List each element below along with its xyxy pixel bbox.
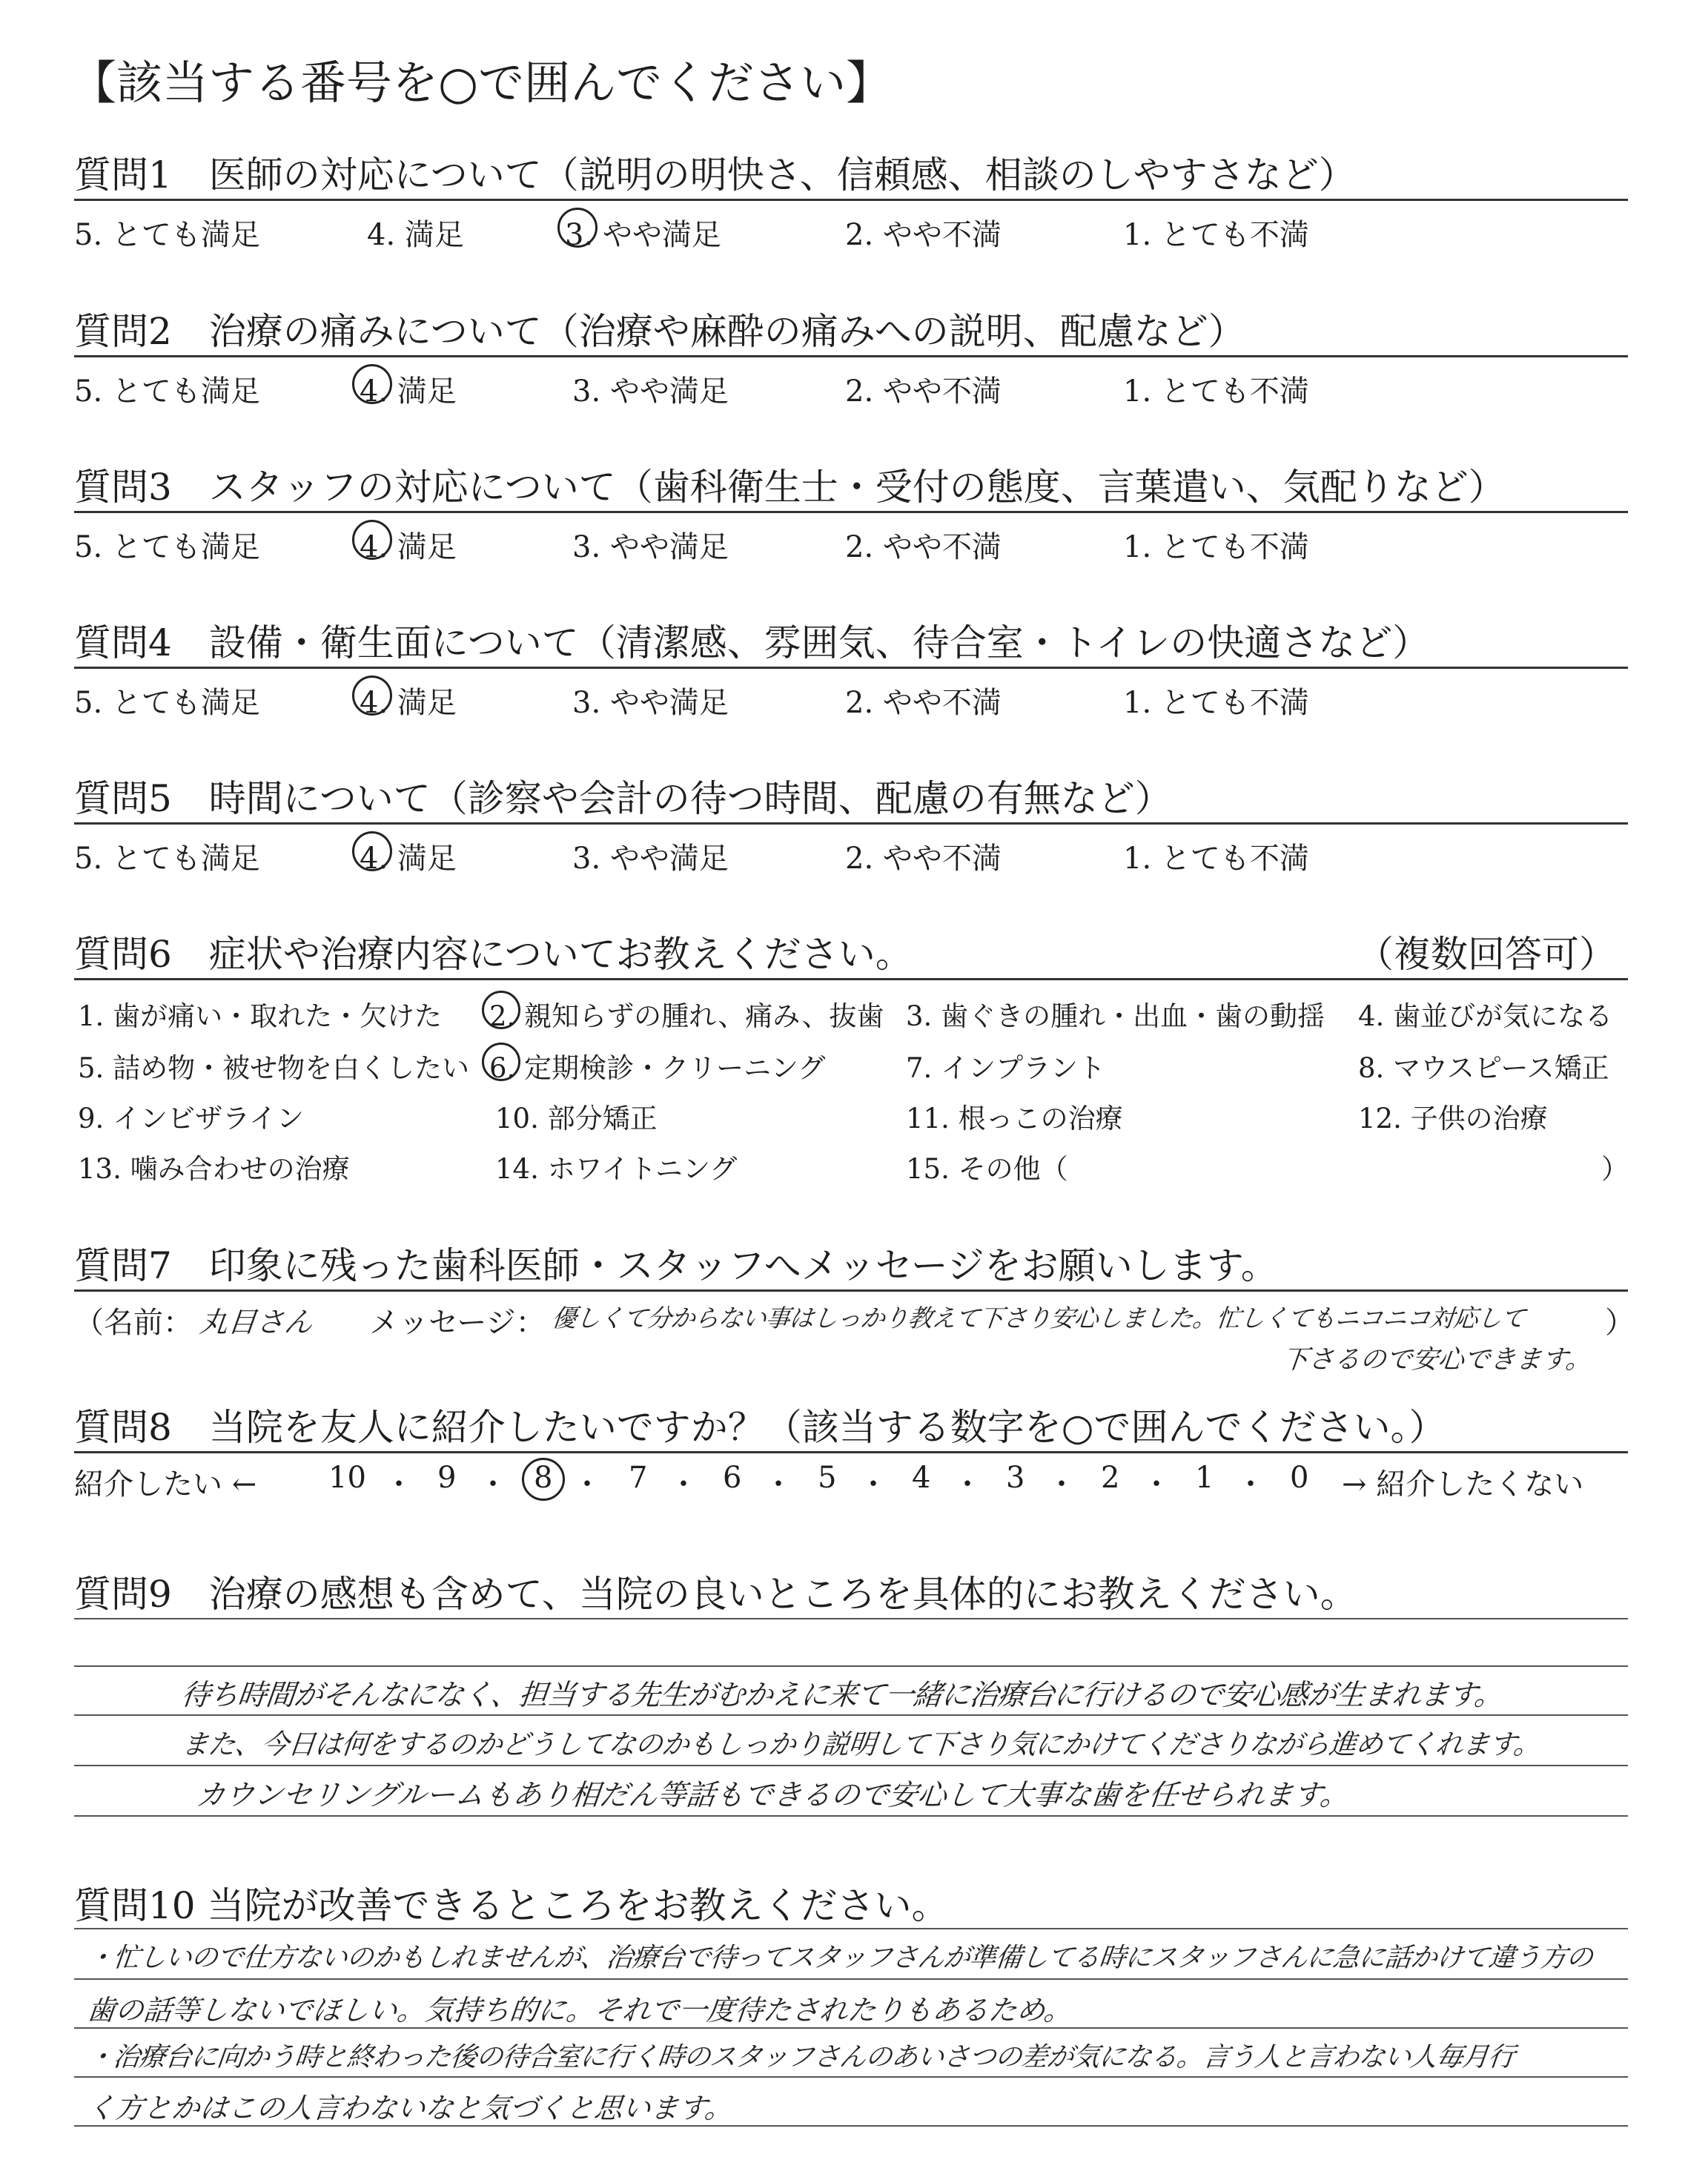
q3-option-4[interactable]: 4. 満足 bbox=[360, 530, 457, 564]
q8-right-label: → 紹介したくない bbox=[1342, 1467, 1584, 1502]
q8-number-1[interactable]: 1 bbox=[1195, 1461, 1214, 1495]
q8-dot-3: ・ bbox=[572, 1467, 602, 1502]
q7-message-line-1[interactable]: 優しくて分からない事はしっかり教えて下さり安心しました。忙しくてもニコニコ対応して bbox=[550, 1304, 1526, 1332]
q4-selected-circle bbox=[352, 676, 392, 716]
q7-name-value[interactable]: 丸目さん bbox=[198, 1306, 314, 1338]
q8-dot-6: ・ bbox=[858, 1467, 888, 1502]
q10-answer-text-4[interactable]: く方とかはこの人言わないなと気づくと思います。 bbox=[85, 2092, 735, 2124]
question-6-note: （複数回答可） bbox=[1357, 933, 1616, 976]
q10-answer-text-3[interactable]: ・治療台に向かう時と終わった後の待合室に行く時のスタッフさんのあいさつの差が気になる。言う人と言わない人毎月行 bbox=[85, 2042, 1516, 2073]
q8-dot-1: ・ bbox=[384, 1467, 414, 1502]
q2-option-2[interactable]: 2. やや不満 bbox=[845, 374, 1002, 409]
question-10-title: 質問10 当院が改善できるところをお教えください。 bbox=[74, 1884, 949, 1927]
question-2-title: 質問2 治療の痛みについて（治療や麻酔の痛みへの説明、配慮など） bbox=[74, 310, 1245, 353]
q6-option-5[interactable]: 5. 詰め物・被せ物を白くしたい bbox=[78, 1052, 470, 1084]
q5-option-5[interactable]: 5. とても満足 bbox=[74, 842, 260, 876]
question-7-title: 質問7 印象に残った歯科医師・スタッフへメッセージをお願いします。 bbox=[74, 1244, 1278, 1287]
q3-option-1[interactable]: 1. とても不満 bbox=[1123, 530, 1309, 564]
q5-option-1[interactable]: 1. とても不満 bbox=[1123, 842, 1309, 876]
question-4-rule bbox=[74, 667, 1628, 669]
q9-answer-line-1 bbox=[74, 1665, 1628, 1667]
q8-dot-8: ・ bbox=[1047, 1467, 1076, 1502]
question-6-rule bbox=[74, 978, 1628, 980]
q4-option-2[interactable]: 2. やや不満 bbox=[845, 686, 1002, 720]
question-1-title: 質問1 医師の対応について（説明の明快さ、信頼感、相談のしやすさなど） bbox=[74, 153, 1356, 196]
q8-number-7[interactable]: 7 bbox=[629, 1461, 648, 1495]
q2-selected-circle bbox=[352, 364, 392, 404]
q8-number-2[interactable]: 2 bbox=[1101, 1461, 1120, 1495]
q8-number-4[interactable]: 4 bbox=[912, 1461, 931, 1495]
q8-number-6[interactable]: 6 bbox=[723, 1461, 742, 1495]
question-3-title: 質問3 スタッフの対応について（歯科衛生士・受付の態度、言葉遣い、気配りなど） bbox=[74, 466, 1506, 509]
q3-option-5[interactable]: 5. とても満足 bbox=[74, 530, 260, 564]
q6-option-3[interactable]: 3. 歯ぐきの腫れ・出血・歯の動揺 bbox=[906, 1000, 1325, 1032]
q9-answer-text-3[interactable]: カウンセリングルームもあり相だん等話もできるので安心して大事な歯を任せられます。 bbox=[194, 1779, 1351, 1812]
q9-answer-text-1[interactable]: 待ち時間がそんなになく、担当する先生がむかえに来て一緒に治療台に行けるので安心感が生まれます。 bbox=[179, 1679, 1505, 1712]
q6-option-2[interactable]: 2. 親知らずの腫れ、痛み、抜歯 bbox=[489, 1000, 884, 1032]
q1-option-1[interactable]: 1. とても不満 bbox=[1123, 218, 1309, 252]
q6-option-6[interactable]: 6. 定期検診・クリーニング bbox=[489, 1052, 826, 1084]
q4-option-5[interactable]: 5. とても満足 bbox=[74, 686, 260, 720]
q3-option-3[interactable]: 3. やや満足 bbox=[572, 530, 729, 564]
q2-option-5[interactable]: 5. とても満足 bbox=[74, 374, 260, 409]
question-3-rule bbox=[74, 511, 1628, 513]
q6-option-6-circle bbox=[482, 1043, 520, 1081]
q9-answer-line-4 bbox=[74, 1815, 1628, 1817]
q1-option-4[interactable]: 4. 満足 bbox=[367, 218, 464, 252]
q7-message-line-2[interactable]: 下さるので安心できます。 bbox=[1280, 1345, 1593, 1375]
q9-answer-text-2[interactable]: また、今日は何をするのかどうしてなのかもしっかり説明して下さり気にかけてくださりながら進めてくれます。 bbox=[179, 1728, 1542, 1760]
q6-other-close-paren: ） bbox=[1601, 1153, 1629, 1185]
q6-option-8[interactable]: 8. マウスピース矯正 bbox=[1358, 1052, 1609, 1084]
q10-answer-line-1 bbox=[74, 1978, 1628, 1980]
q4-option-1[interactable]: 1. とても不満 bbox=[1123, 686, 1309, 720]
q2-option-4[interactable]: 4. 満足 bbox=[360, 374, 457, 409]
q8-number-8[interactable]: 8 bbox=[534, 1461, 553, 1495]
q6-option-2-circle bbox=[482, 991, 520, 1029]
q4-option-3[interactable]: 3. やや満足 bbox=[572, 686, 729, 720]
q6-option-13[interactable]: 13. 噛み合わせの治療 bbox=[78, 1153, 350, 1185]
q3-option-2[interactable]: 2. やや不満 bbox=[845, 530, 1002, 564]
q8-dot-9: ・ bbox=[1142, 1467, 1171, 1502]
q5-option-2[interactable]: 2. やや不満 bbox=[845, 842, 1002, 876]
q6-option-9[interactable]: 9. インビザライン bbox=[78, 1103, 304, 1135]
q1-option-2[interactable]: 2. やや不満 bbox=[845, 218, 1002, 252]
q7-close-paren: ） bbox=[1605, 1306, 1635, 1340]
q6-option-11[interactable]: 11. 根っこの治療 bbox=[906, 1103, 1123, 1135]
q8-number-3[interactable]: 3 bbox=[1006, 1461, 1025, 1495]
q10-answer-line-0 bbox=[74, 1928, 1628, 1929]
q9-answer-line-3 bbox=[74, 1765, 1628, 1766]
q8-number-5[interactable]: 5 bbox=[818, 1461, 837, 1495]
question-7-rule bbox=[74, 1289, 1628, 1292]
question-6-title: 質問6 症状や治療内容についてお教えください。 bbox=[74, 933, 913, 976]
q2-option-3[interactable]: 3. やや満足 bbox=[572, 374, 729, 409]
q9-answer-line-2 bbox=[74, 1714, 1628, 1716]
q8-dot-10: ・ bbox=[1236, 1467, 1265, 1502]
q8-dot-5: ・ bbox=[764, 1467, 793, 1502]
q6-option-12[interactable]: 12. 子供の治療 bbox=[1358, 1103, 1548, 1135]
q6-option-1[interactable]: 1. 歯が痛い・取れた・欠けた bbox=[78, 1000, 443, 1032]
question-5-title: 質問5 時間について（診察や会計の待つ時間、配慮の有無など） bbox=[74, 777, 1172, 820]
q8-left-label: 紹介したい ← bbox=[74, 1467, 257, 1502]
q8-dot-4: ・ bbox=[669, 1467, 698, 1502]
q6-option-7[interactable]: 7. インプラント bbox=[906, 1052, 1106, 1084]
q8-number-9[interactable]: 9 bbox=[437, 1461, 457, 1495]
question-4-title: 質問4 設備・衛生面について（清潔感、雰囲気、待合室・トイレの快適さなど） bbox=[74, 621, 1430, 664]
q7-message-label: メッセージ： bbox=[369, 1306, 546, 1340]
q10-answer-text-2[interactable]: 歯の話等しないでほしい。気持ち的に。それで一度待たされたりもあるため。 bbox=[85, 1994, 1074, 2027]
q6-option-14[interactable]: 14. ホワイトニング bbox=[495, 1153, 738, 1185]
q1-selected-circle bbox=[557, 208, 598, 248]
q8-selected-circle bbox=[522, 1458, 565, 1501]
question-2-rule bbox=[74, 355, 1628, 357]
question-8-title: 質問8 当院を友人に紹介したいですか？（該当する数字を○で囲んでください。） bbox=[74, 1406, 1446, 1449]
q8-dot-7: ・ bbox=[953, 1467, 982, 1502]
question-1-rule bbox=[74, 199, 1628, 201]
q5-option-3[interactable]: 3. やや満足 bbox=[572, 842, 729, 876]
q10-answer-line-3 bbox=[74, 2076, 1628, 2078]
q2-option-1[interactable]: 1. とても不満 bbox=[1123, 374, 1309, 409]
q1-option-5[interactable]: 5. とても満足 bbox=[74, 218, 260, 252]
q7-name-label: （名前： bbox=[74, 1306, 193, 1340]
q6-option-10[interactable]: 10. 部分矯正 bbox=[495, 1103, 658, 1135]
question-8-rule bbox=[74, 1451, 1628, 1453]
q8-dot-2: ・ bbox=[478, 1467, 508, 1502]
question-5-rule bbox=[74, 822, 1628, 825]
q3-selected-circle bbox=[352, 520, 392, 560]
q6-option-4[interactable]: 4. 歯並びが気になる bbox=[1358, 1000, 1613, 1032]
q4-option-4[interactable]: 4. 満足 bbox=[360, 686, 457, 720]
q6-option-15[interactable]: 15. その他（ bbox=[906, 1153, 1068, 1185]
q9-answer-line-0 bbox=[74, 1618, 1628, 1619]
q1-option-3[interactable]: 3. やや満足 bbox=[565, 218, 721, 252]
q5-selected-circle bbox=[352, 831, 392, 871]
q10-answer-text-1[interactable]: ・忙しいので仕方ないのかもしれませんが、治療台で待ってスタッフさんが準備してる時にスタッフさんに急に話かけて違う方の bbox=[85, 1943, 1594, 1973]
q8-number-0[interactable]: 0 bbox=[1290, 1461, 1309, 1495]
question-9-title: 質問9 治療の感想も含めて、当院の良いところを具体的にお教えください。 bbox=[74, 1573, 1357, 1616]
q5-option-4[interactable]: 4. 満足 bbox=[360, 842, 457, 876]
q8-number-10[interactable]: 10 bbox=[328, 1461, 366, 1495]
sheet-header: 【該当する番号を○で囲んでください】 bbox=[70, 56, 893, 110]
